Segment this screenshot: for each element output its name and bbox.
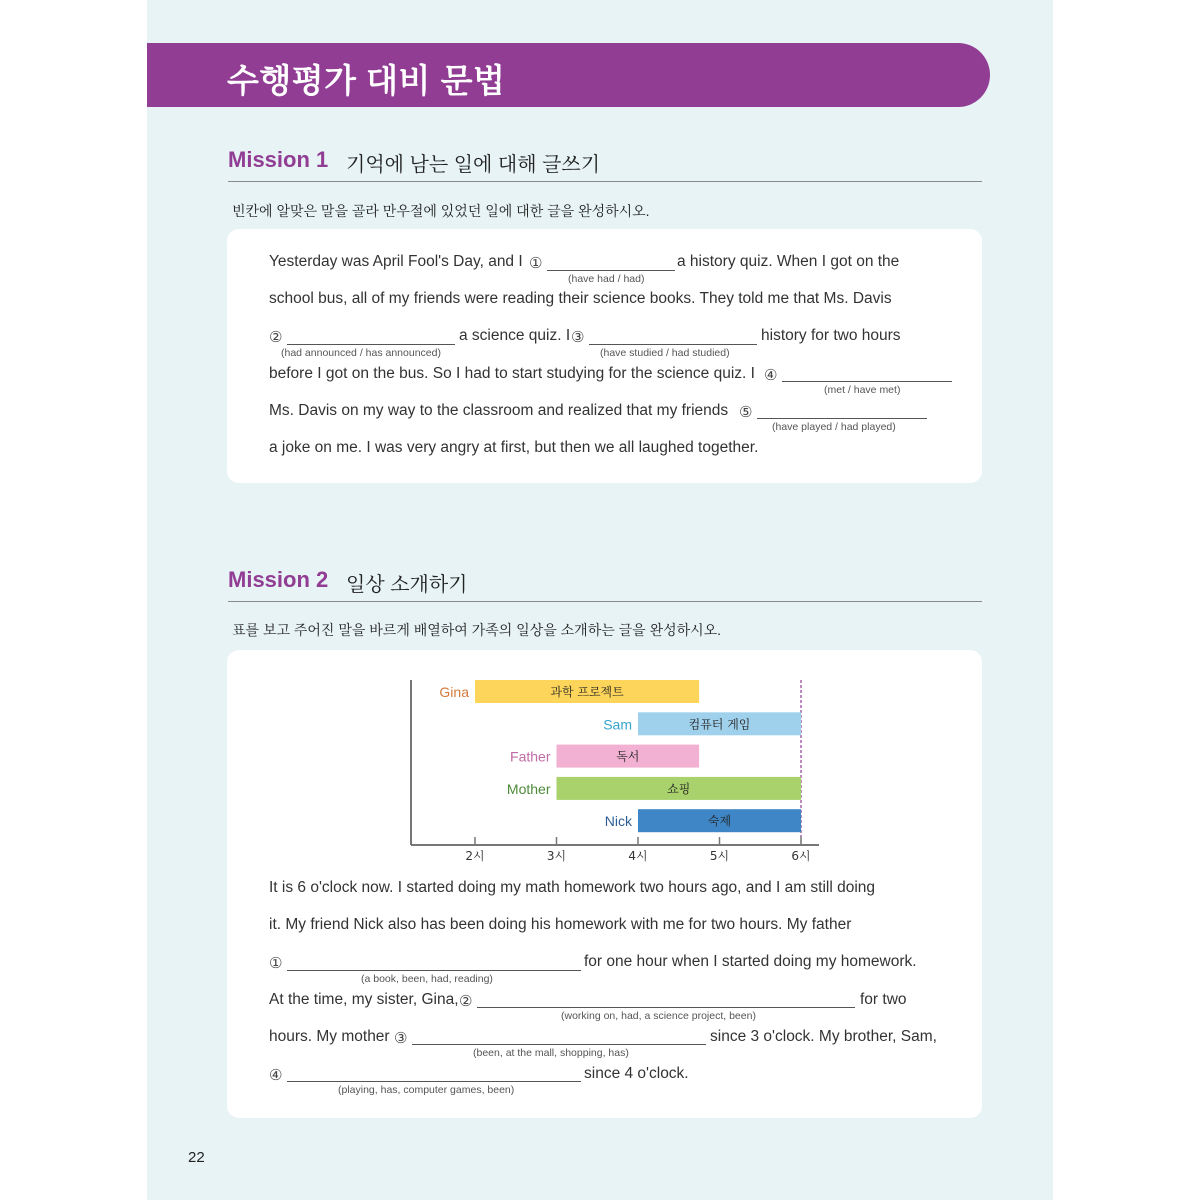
m1-line6: a joke on me. I was very angry at first, but then we all laughed together.	[269, 439, 759, 456]
row-name-mother: Mother	[506, 780, 551, 797]
m2-hint-3: (been, at the mall, shopping, has)	[473, 1047, 629, 1059]
m1-marker-3: ③	[571, 329, 585, 346]
schedule-chart	[227, 650, 982, 870]
mission2-instruction: 표를 보고 주어진 말을 바르게 배열하여 가족의 일상을 소개하는 글을 완성하시오.	[232, 622, 722, 638]
row-name-father: Father	[510, 748, 551, 765]
m2-line4b: for two	[860, 991, 907, 1008]
bar-label-gina: 과학 프로젝트	[550, 685, 624, 699]
m2-line4a: At the time, my sister, Gina,	[269, 991, 459, 1008]
section-title: 수행평가 대비 문법	[227, 62, 506, 99]
mission1-instruction: 빈칸에 알맞은 말을 골라 만우절에 있었던 일에 대한 글을 완성하시오.	[232, 203, 650, 219]
m2-line5b: since 3 o'clock. My brother, Sam,	[710, 1028, 937, 1045]
m2-blank-4[interactable]	[287, 1081, 581, 1082]
m2-line1: It is 6 o'clock now. I started doing my math homework two hours ago, and I am still doing	[269, 879, 876, 896]
mission2-header	[228, 563, 982, 602]
mission1-label: Mission 1	[228, 147, 329, 172]
m1-blank-4[interactable]	[782, 381, 952, 382]
m2-line3: for one hour when I started doing my homework.	[584, 953, 917, 970]
m1-line3a: a science quiz. I	[459, 327, 571, 344]
m2-blank-1[interactable]	[287, 970, 581, 971]
mission1-card	[227, 229, 982, 483]
m1-hint-2: (had announced / has announced)	[281, 347, 441, 359]
m1-blank-1[interactable]	[547, 270, 675, 271]
x-tick-label-2: 4시	[628, 849, 648, 863]
m2-blank-3[interactable]	[412, 1044, 706, 1045]
bar-label-mother: 쇼핑	[667, 781, 691, 796]
x-tick-label-4: 6시	[791, 849, 811, 863]
row-name-gina: Gina	[439, 684, 469, 700]
m1-line5: Ms. Davis on my way to the classroom and realized that my friends	[269, 402, 729, 419]
m2-hint-1: (a book, been, had, reading)	[361, 973, 493, 985]
row-name-nick: Nick	[604, 813, 632, 830]
m1-hint-1: (have had / had)	[568, 273, 645, 285]
mission2-card	[227, 650, 982, 1118]
page-number: 22	[188, 1149, 205, 1166]
mission2-title: 일상 소개하기	[346, 574, 468, 596]
m1-marker-2: ②	[269, 329, 283, 346]
m2-marker-2: ②	[459, 993, 473, 1010]
m1-hint-4: (met / have met)	[824, 384, 901, 396]
m2-line2: it. My friend Nick also has been doing his homework with me for two hours. My father	[269, 916, 852, 933]
m1-blank-2[interactable]	[287, 344, 455, 345]
m1-line4: before I got on the bus. So I had to start studying for the science quiz. I	[269, 365, 755, 382]
m2-line6: since 4 o'clock.	[584, 1065, 689, 1082]
bar-label-sam: 컴퓨터 게임	[688, 717, 751, 732]
mission1-header	[228, 143, 982, 182]
m1-line1b: a history quiz. When I got on the	[677, 253, 900, 270]
m1-blank-5[interactable]	[757, 418, 927, 419]
m2-marker-1: ①	[269, 955, 283, 972]
m1-line1a: Yesterday was April Fool's Day, and I	[269, 253, 523, 270]
x-tick-label-1: 3시	[546, 849, 567, 863]
m1-blank-3[interactable]	[589, 344, 757, 345]
m1-marker-5: ⑤	[739, 404, 753, 421]
bar-label-nick: 숙제	[707, 814, 732, 829]
m2-hint-2: (working on, had, a science project, been)	[561, 1010, 756, 1022]
m1-line3b: history for two hours	[761, 327, 901, 344]
m2-marker-3: ③	[394, 1030, 408, 1047]
x-tick-label-3: 5시	[709, 849, 730, 863]
m1-hint-3: (have studied / had studied)	[600, 347, 730, 359]
m1-marker-4: ④	[764, 367, 778, 384]
row-name-sam: Sam	[603, 716, 632, 733]
x-tick-label-0: 2시	[465, 849, 485, 863]
m2-blank-2[interactable]	[477, 1007, 855, 1008]
m1-line2: school bus, all of my friends were reading their science books. They told me that Ms. Davis	[269, 290, 892, 307]
section-banner	[147, 43, 990, 107]
m2-marker-4: ④	[269, 1067, 283, 1084]
m2-hint-4: (playing, has, computer games, been)	[338, 1084, 515, 1096]
bar-label-father: 독서	[616, 749, 640, 764]
m1-hint-5: (have played / had played)	[772, 421, 896, 433]
m2-line5a: hours. My mother	[269, 1028, 390, 1045]
m1-marker-1: ①	[529, 255, 543, 272]
mission1-title: 기억에 남는 일에 대해 글쓰기	[346, 154, 601, 176]
mission2-label: Mission 2	[228, 567, 329, 592]
